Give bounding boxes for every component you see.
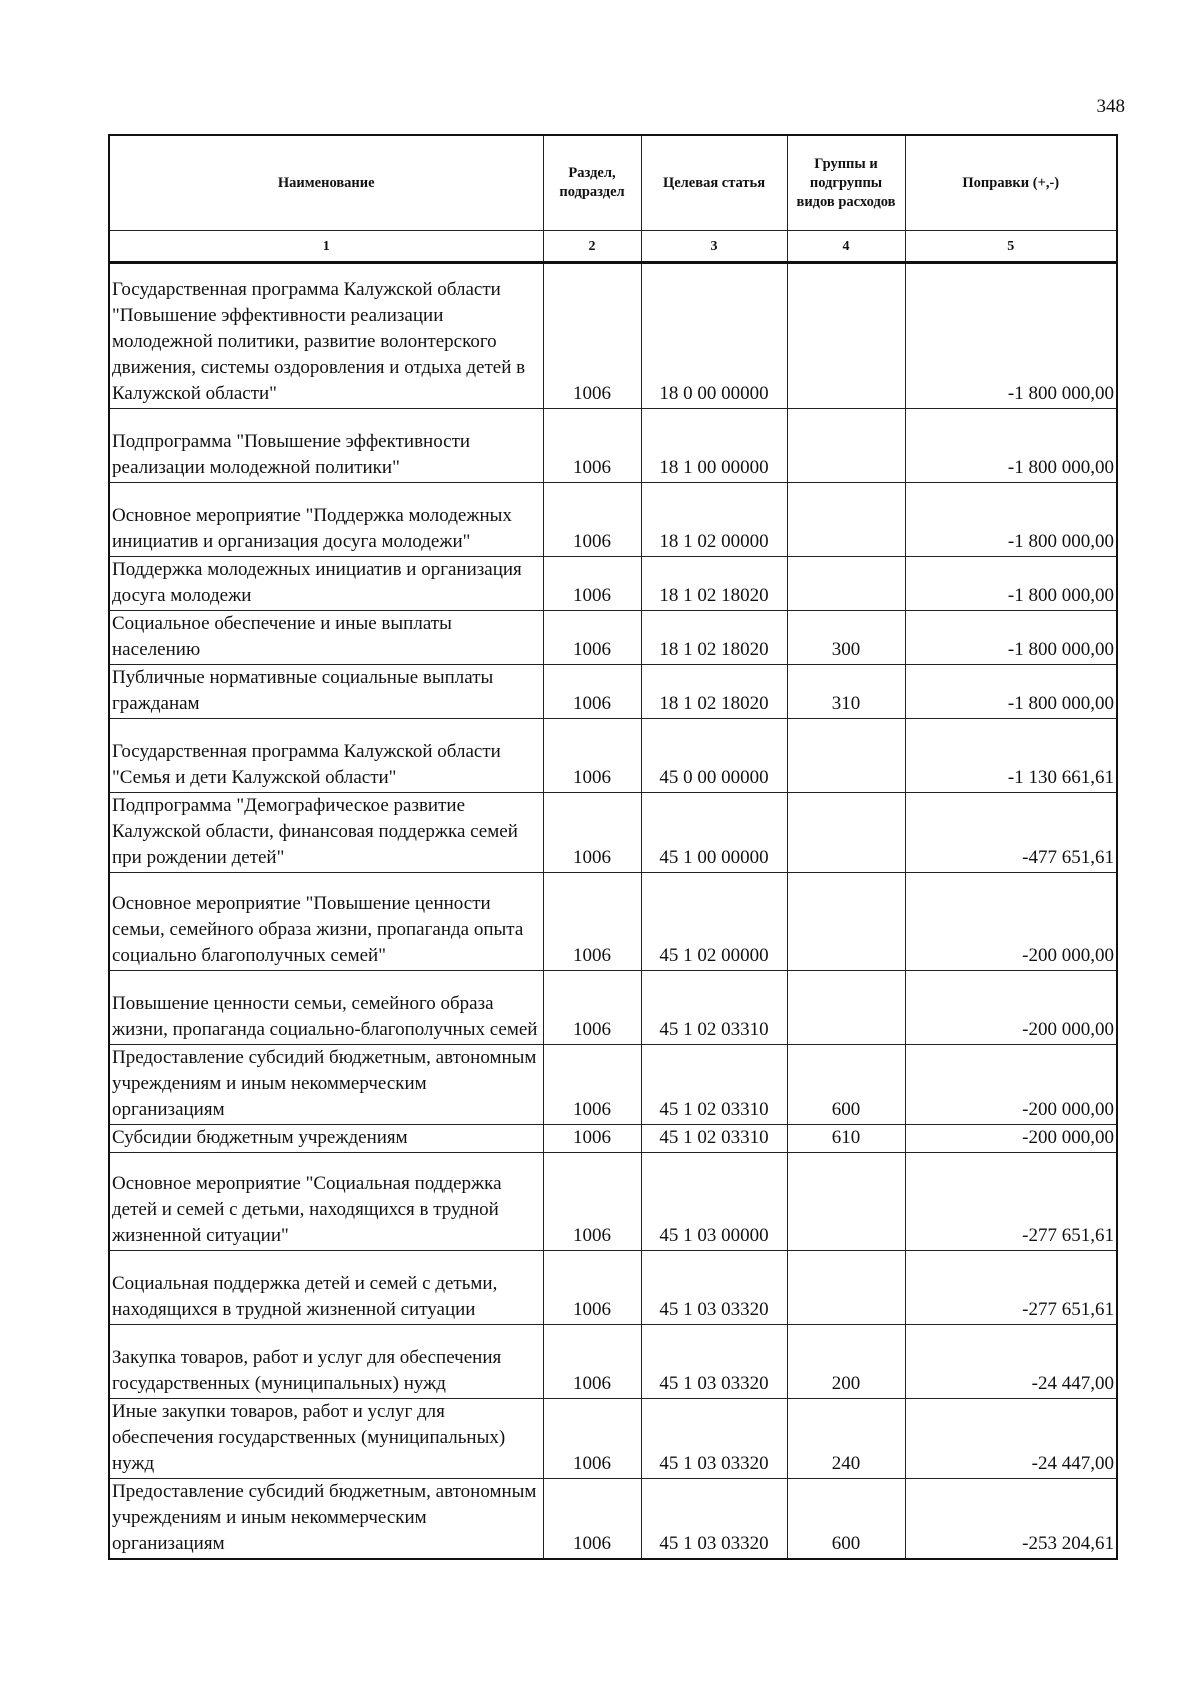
row-amount: -24 447,00: [905, 1325, 1117, 1399]
table-header-row: [109, 135, 1117, 231]
row-name: Предоставление субсидий бюджетным, автономным учреждениям и иным некоммерческим организациям: [109, 1045, 543, 1125]
row-section: 1006: [543, 873, 641, 971]
row-article: 45 1 03 03320: [641, 1479, 787, 1560]
row-article: 18 1 02 18020: [641, 665, 787, 719]
row-section: 1006: [543, 1125, 641, 1153]
row-amount: -277 651,61: [905, 1153, 1117, 1251]
row-group: 200: [787, 1325, 905, 1399]
header-section: Раздел, подраздел: [543, 135, 641, 231]
table-row: [109, 1045, 1117, 1125]
header-amendments: Поправки (+,-): [905, 135, 1117, 231]
table-row: [109, 971, 1117, 1045]
row-amount: -24 447,00: [905, 1399, 1117, 1479]
row-amount: -1 800 000,00: [905, 557, 1117, 611]
row-article: 45 1 02 03310: [641, 971, 787, 1045]
row-name: Основное мероприятие "Поддержка молодежных инициатив и организация досуга молодежи": [109, 483, 543, 557]
row-article: 45 1 03 03320: [641, 1251, 787, 1325]
row-amount: -1 800 000,00: [905, 611, 1117, 665]
table-row: [109, 665, 1117, 719]
table-row: [109, 611, 1117, 665]
row-section: 1006: [543, 793, 641, 873]
row-name: Социальная поддержка детей и семей с детьми, находящихся в трудной жизненной ситуации: [109, 1251, 543, 1325]
table-row: [109, 1399, 1117, 1479]
row-name: Государственная программа Калужской области "Семья и дети Калужской области": [109, 719, 543, 793]
row-section: 1006: [543, 263, 641, 409]
row-amount: -200 000,00: [905, 1045, 1117, 1125]
row-amount: -253 204,61: [905, 1479, 1117, 1560]
row-amount: -1 800 000,00: [905, 263, 1117, 409]
table-row: [109, 263, 1117, 409]
row-article: 45 1 02 03310: [641, 1045, 787, 1125]
row-article: 45 1 03 00000: [641, 1153, 787, 1251]
table-row: [109, 793, 1117, 873]
row-section: 1006: [543, 1251, 641, 1325]
row-amount: -200 000,00: [905, 1125, 1117, 1153]
row-group: [787, 719, 905, 793]
row-amount: -477 651,61: [905, 793, 1117, 873]
table-row: [109, 1125, 1117, 1153]
row-section: 1006: [543, 719, 641, 793]
table-row: [109, 483, 1117, 557]
table-row: [109, 409, 1117, 483]
row-article: 18 1 02 18020: [641, 611, 787, 665]
row-amount: -1 800 000,00: [905, 483, 1117, 557]
column-number: 2: [543, 231, 641, 263]
row-name: Государственная программа Калужской области "Повышение эффективности реализации молодежной политики, развитие волонтерского движения, системы оздоровления и отдыха детей в Калужской области": [109, 263, 543, 409]
row-name: Подпрограмма "Повышение эффективности реализации молодежной политики": [109, 409, 543, 483]
row-group: [787, 971, 905, 1045]
row-group: [787, 557, 905, 611]
row-group: 310: [787, 665, 905, 719]
row-group: [787, 1251, 905, 1325]
row-group: 600: [787, 1045, 905, 1125]
row-name: Закупка товаров, работ и услуг для обеспечения государственных (муниципальных) нужд: [109, 1325, 543, 1399]
table-row: [109, 1325, 1117, 1399]
row-group: [787, 263, 905, 409]
row-group: 240: [787, 1399, 905, 1479]
row-name: Подпрограмма "Демографическое развитие Калужской области, финансовая поддержка семей при рождении детей": [109, 793, 543, 873]
row-section: 1006: [543, 665, 641, 719]
row-article: 18 1 00 00000: [641, 409, 787, 483]
page-number: 348: [1096, 96, 1125, 117]
table-row: [109, 1251, 1117, 1325]
row-article: 45 1 00 00000: [641, 793, 787, 873]
row-section: 1006: [543, 1153, 641, 1251]
row-amount: -200 000,00: [905, 873, 1117, 971]
row-article: 45 1 02 00000: [641, 873, 787, 971]
row-section: 1006: [543, 483, 641, 557]
row-amount: -1 800 000,00: [905, 409, 1117, 483]
table-row: [109, 1153, 1117, 1251]
row-section: 1006: [543, 1399, 641, 1479]
row-name: Повышение ценности семьи, семейного образа жизни, пропаганда социально-благополучных семей: [109, 971, 543, 1045]
row-section: 1006: [543, 557, 641, 611]
row-group: [787, 873, 905, 971]
row-name: Социальное обеспечение и иные выплаты населению: [109, 611, 543, 665]
table-row: [109, 1479, 1117, 1560]
row-name: Субсидии бюджетным учреждениям: [109, 1125, 543, 1153]
row-article: 18 1 02 18020: [641, 557, 787, 611]
row-section: 1006: [543, 1045, 641, 1125]
column-number: 3: [641, 231, 787, 263]
row-section: 1006: [543, 409, 641, 483]
row-section: 1006: [543, 1325, 641, 1399]
row-amount: -1 800 000,00: [905, 665, 1117, 719]
row-amount: -200 000,00: [905, 971, 1117, 1045]
row-article: 18 1 02 00000: [641, 483, 787, 557]
table-row: [109, 719, 1117, 793]
row-article: 45 1 03 03320: [641, 1399, 787, 1479]
row-article: 45 1 02 03310: [641, 1125, 787, 1153]
row-amount: -1 130 661,61: [905, 719, 1117, 793]
row-group: [787, 793, 905, 873]
row-amount: -277 651,61: [905, 1251, 1117, 1325]
row-group: [787, 483, 905, 557]
row-article: 45 1 03 03320: [641, 1325, 787, 1399]
row-article: 45 0 00 00000: [641, 719, 787, 793]
row-group: 610: [787, 1125, 905, 1153]
row-section: 1006: [543, 611, 641, 665]
header-name: Наименование: [109, 135, 543, 231]
table-row: [109, 873, 1117, 971]
row-article: 18 0 00 00000: [641, 263, 787, 409]
table-body: [109, 263, 1117, 1560]
row-section: 1006: [543, 1479, 641, 1560]
budget-amendments-table: [108, 134, 1118, 1560]
row-name: Предоставление субсидий бюджетным, автономным учреждениям и иным некоммерческим организациям: [109, 1479, 543, 1560]
row-group: [787, 409, 905, 483]
column-number: 1: [109, 231, 543, 263]
table-row: [109, 557, 1117, 611]
row-name: Основное мероприятие "Повышение ценности семьи, семейного образа жизни, пропаганда опыта социально благополучных семей": [109, 873, 543, 971]
header-groups: Группы и подгруппы видов расходов: [787, 135, 905, 231]
header-article: Целевая статья: [641, 135, 787, 231]
column-number: 4: [787, 231, 905, 263]
row-name: Публичные нормативные социальные выплаты гражданам: [109, 665, 543, 719]
row-group: [787, 1153, 905, 1251]
row-name: Основное мероприятие "Социальная поддержка детей и семей с детьми, находящихся в трудной жизненной ситуации": [109, 1153, 543, 1251]
row-group: 300: [787, 611, 905, 665]
column-number: 5: [905, 231, 1117, 263]
row-section: 1006: [543, 971, 641, 1045]
row-group: 600: [787, 1479, 905, 1560]
column-number-row: [109, 231, 1117, 263]
row-name: Поддержка молодежных инициатив и организация досуга молодежи: [109, 557, 543, 611]
row-name: Иные закупки товаров, работ и услуг для обеспечения государственных (муниципальных) нужд: [109, 1399, 543, 1479]
